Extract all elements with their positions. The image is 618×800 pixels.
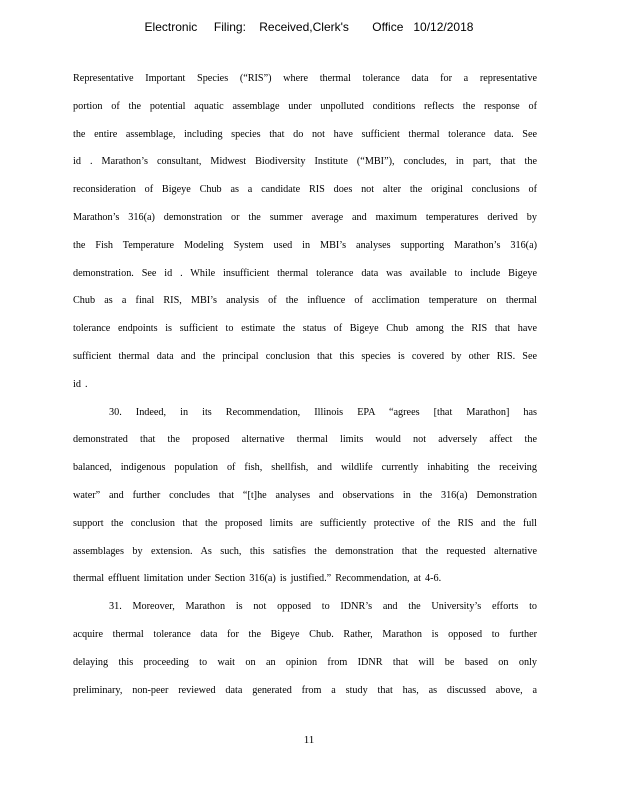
text-line: assemblages by extension. As such, this satisfies the demonstration that the requested alternative (73, 545, 537, 557)
text-line: reconsideration of Bigeye Chub as a candidate RIS does not alter the original conclusions of (73, 184, 537, 196)
text-line: tolerance endpoints is sufficient to estimate the status of Bigeye Chub among the RIS that have (73, 323, 537, 335)
text-line: portion of the potential aquatic assemblage under unpolluted conditions reflects the response of (73, 100, 537, 112)
paragraph-31-start: 31. Moreover, Marathon is not opposed to IDNR’s and the University’s efforts to (109, 601, 537, 613)
text-line: demonstrated that the proposed alternative thermal limits would not adversely affect the (73, 434, 537, 446)
text-line: the Fish Temperature Modeling System used in MBI’s analyses supporting Marathon’s 316(a) (73, 239, 537, 251)
paragraph-30-start: 30. Indeed, in its Recommendation, Illinois EPA “agrees [that Marathon] has (109, 406, 537, 418)
text-line: demonstration. See id . While insufficient thermal tolerance data was available to include Bigeye (73, 267, 537, 279)
text-line: thermal effluent limitation under Section 316(a) is justified.” Recommendation, at 4-6. (73, 573, 442, 585)
text-line: id . (73, 378, 88, 390)
text-line: sufficient thermal data and the principal conclusion that this species is covered by other RIS. See (73, 350, 537, 362)
text-line: Marathon’s 316(a) demonstration or the summer average and maximum temperatures derived by (73, 211, 537, 223)
text-line: Representative Important Species (“RIS”) where thermal tolerance data for a representative (73, 73, 537, 84)
text-line: id . Marathon’s consultant, Midwest Biodiversity Institute (“MBI”), concludes, in part, that the (73, 156, 537, 168)
page-number: 11 (303, 734, 315, 746)
text-line: Chub as a final RIS, MBI’s analysis of the influence of acclimation temperature on thermal (73, 295, 537, 307)
text-line: acquire thermal tolerance data for the Bigeye Chub. Rather, Marathon is opposed to further (73, 628, 537, 640)
text-line: support the conclusion that the proposed limits are sufficiently protective of the RIS and the full (73, 517, 537, 529)
text-line: preliminary, non-peer reviewed data generated from a study that has, as discussed above, a (73, 684, 537, 696)
text-line: water” and further concludes that “[t]he analyses and observations in the 316(a) Demonstration (73, 489, 537, 501)
text-line: the entire assemblage, including species that do not have sufficient thermal tolerance data. See (73, 128, 537, 140)
document-body (73, 70, 537, 709)
text-line: balanced, indigenous population of fish, shellfish, and wildlife currently inhabiting the receiving (73, 462, 537, 474)
filing-header: Electronic Filing: Received,Clerk's Office 10/12/2018 (144, 20, 474, 34)
text-line: delaying this proceeding to wait on an opinion from IDNR that will be based on only (73, 656, 537, 668)
